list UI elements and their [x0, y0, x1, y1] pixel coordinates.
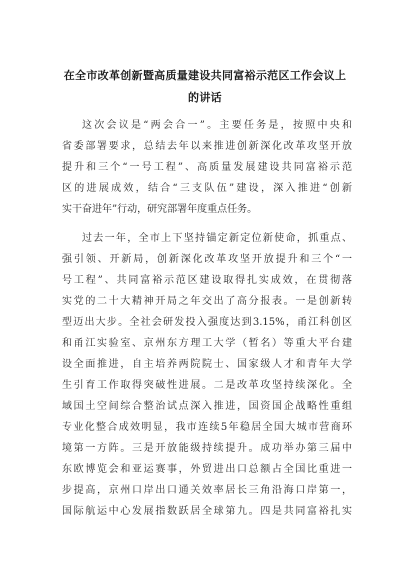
paragraph-line: 和甬江实验室、京州东方理工大学（暂名）等重大平台建	[62, 338, 352, 349]
paragraph-line: 省委部署要求，总结去年以来推进创新深化改革攻坚开放	[62, 141, 352, 152]
paragraph-line: 这次会议是“两会合一”。主要任务是，按照中央和	[82, 120, 352, 131]
paragraph-line: 设全面推进，自主培养两院院士、国家级人才和青年大学	[62, 359, 352, 370]
paragraph-line: 实党的二十大精神开局之年交出了高分报表。一是创新转	[62, 296, 352, 307]
paragraph-line: 区的进展成效，结合“三支队伍”建设，深入推进“创新	[62, 183, 352, 194]
paragraph-line: 国际航运中心发展指数跃居全球第九。四是共同富裕扎实	[62, 506, 352, 517]
paragraph-line: 号工程”、共同富裕示范区建设取得扎实成效，在贯彻落	[62, 275, 352, 286]
paragraph-line: 型迈出大步。全社会研发投入强度达到3.15%，甬江科创区	[62, 317, 352, 328]
paragraph-line: 境第一方阵。三是开放能级持续提升。成功举办第三届中	[62, 443, 352, 454]
paragraph-line: 域国土空间综合整治试点深入推进，国资国企战略性重组	[62, 401, 352, 412]
paragraph-line: 东欧博览会和亚运赛事，外贸进出口总额占全国比重进一	[62, 464, 352, 475]
paragraph-line: 强引领、开新局，创新深化改革攻坚开放提升和三个“一	[62, 254, 352, 265]
paragraph-line: 实干奋进年”行动，研究部署年度重点任务。	[62, 204, 258, 215]
paragraph-line: 步提高，京州口岸出口通关效率居长三角沿海口岸第一，	[62, 485, 352, 496]
paragraph-line: 生引育工作取得突破性进展。二是改革攻坚持续深化。全	[62, 380, 352, 391]
document-title: 在全市改革创新暨高质量建设共同富裕示范区工作会议上	[63, 69, 347, 82]
paragraph-line: 过去一年，全市上下坚持锚定新定位新使命，抓重点、	[82, 233, 352, 244]
paragraph-line: 专业化整合成效明显，我市连续5年稳居全国大城市营商环	[62, 422, 352, 433]
document-title-continuation: 的讲话	[188, 91, 222, 104]
paragraph-line: 提升和三个“一号工程”、高质量发展建设共同富裕示范	[62, 162, 352, 173]
